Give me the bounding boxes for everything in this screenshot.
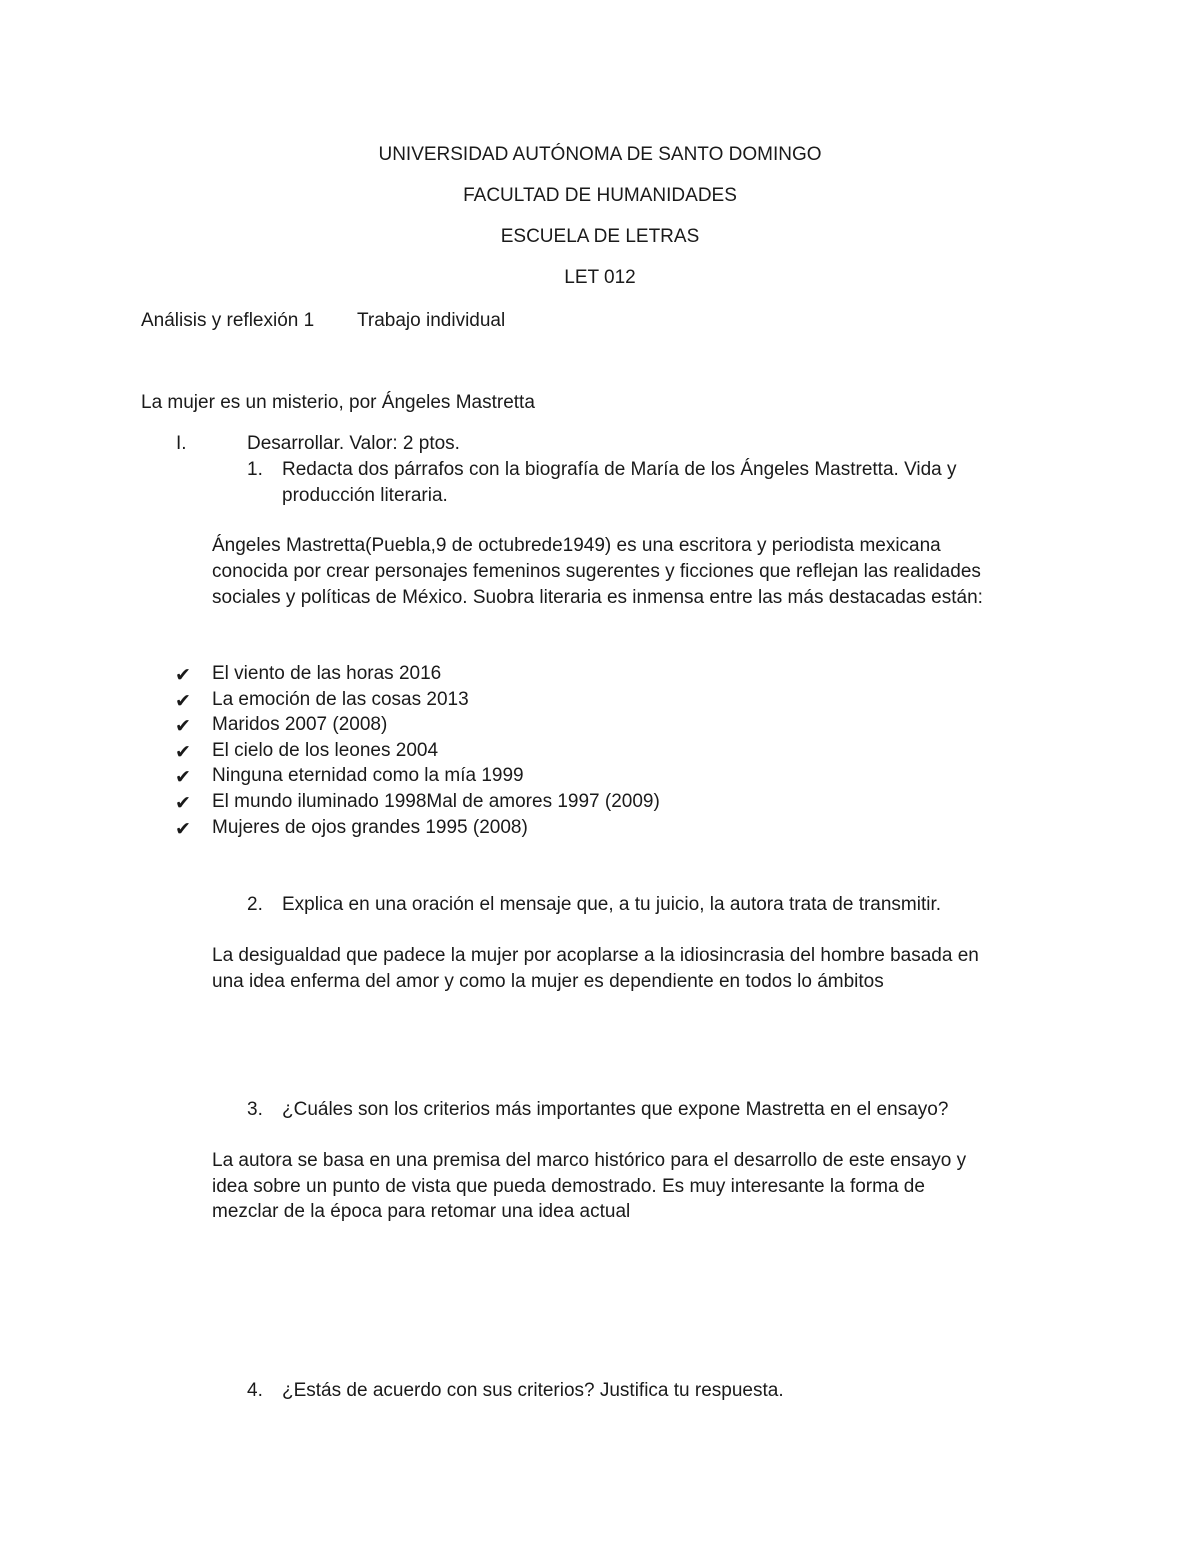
question-3-number: 3. [247, 1099, 263, 1120]
work-title: La emoción de las cosas 2013 [212, 689, 469, 710]
answer-3-line-2: idea sobre un punto de vista que pueda demostrado. Es muy interesante la forma de [212, 1176, 925, 1197]
question-3-text: ¿Cuáles son los criterios más importantes que expone Mastretta en el ensayo? [282, 1099, 949, 1120]
question-4-number: 4. [247, 1380, 263, 1401]
answer-3-line-1: La autora se basa en una premisa del marco histórico para el desarrollo de este ensayo y [212, 1150, 967, 1171]
question-4-text: ¿Estás de acuerdo con sus criterios? Justifica tu respuesta. [282, 1380, 784, 1401]
question-2-text: Explica en una oración el mensaje que, a tu juicio, la autora trata de transmitir. [282, 894, 942, 915]
faculty-name: FACULTAD DE HUMANIDADES [463, 185, 737, 206]
checkmark-icon: ✔ [175, 819, 191, 840]
checkmark-icon: ✔ [175, 691, 191, 712]
checkmark-icon: ✔ [175, 665, 191, 686]
school-name: ESCUELA DE LETRAS [500, 226, 700, 247]
work-title: El viento de las horas 2016 [212, 663, 442, 684]
work-title: El cielo de los leones 2004 [212, 740, 439, 761]
essay-title: La mujer es un misterio, por Ángeles Mastretta [141, 392, 535, 413]
work-title: Maridos 2007 (2008) [212, 714, 388, 735]
checkmark-icon: ✔ [175, 716, 191, 737]
assignment-label: Análisis y reflexión 1 [141, 310, 315, 331]
university-name: UNIVERSIDAD AUTÓNOMA DE SANTO DOMINGO [378, 144, 822, 165]
work-title: Mujeres de ojos grandes 1995 (2008) [212, 817, 528, 838]
question-1-number: 1. [247, 459, 263, 480]
answer-3-line-3: mezclar de la época para retomar una idea actual [212, 1201, 631, 1222]
answer-2-line-2: una idea enferma del amor y como la mujer es dependiente en todos lo ámbitos [212, 971, 884, 992]
section-numeral: I. [176, 433, 187, 454]
course-code: LET 012 [564, 267, 636, 288]
question-1-line-2: producción literaria. [282, 485, 448, 506]
question-2-number: 2. [247, 894, 263, 915]
answer-1-line-1: Ángeles Mastretta(Puebla,9 de octubrede1949) es una escritora y periodista mexicana [212, 535, 941, 556]
answer-2-line-1: La desigualdad que padece la mujer por acoplarse a la idiosincrasia del hombre basada en [212, 945, 979, 966]
question-1-line-1: Redacta dos párrafos con la biografía de María de los Ángeles Mastretta. Vida y [282, 459, 957, 480]
section-heading: Desarrollar. Valor: 2 ptos. [247, 433, 460, 454]
checkmark-icon: ✔ [175, 767, 191, 788]
assignment-type: Trabajo individual [357, 310, 506, 331]
checkmark-icon: ✔ [175, 793, 191, 814]
checkmark-icon: ✔ [175, 742, 191, 763]
answer-1-line-3: sociales y políticas de México. Suobra literaria es inmensa entre las más destacadas están: [212, 587, 983, 608]
work-title: Ninguna eternidad como la mía 1999 [212, 765, 524, 786]
answer-1-line-2: conocida por crear personajes femeninos sugerentes y ficciones que reflejan las realidades [212, 561, 981, 582]
work-title: El mundo iluminado 1998Mal de amores 1997 (2009) [212, 791, 660, 812]
